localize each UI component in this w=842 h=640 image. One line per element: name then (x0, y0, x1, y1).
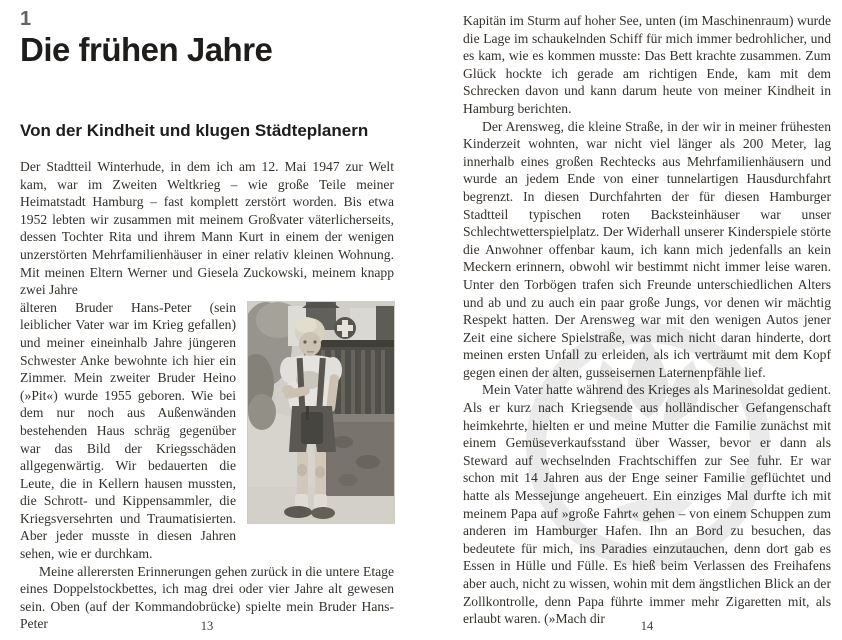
chapter-title: Die frühen Jahre (20, 31, 273, 68)
boy-photo-graphic (248, 302, 394, 523)
right-page (463, 0, 831, 640)
paragraph-wrap: älteren Bruder Hans-Peter (sein leiblicher Vater war im Krieg gefallen) und meiner eineinhalb Jahre jüngeren Schwester Anke bewohnte ich hier ein Zimmer. Mein zweiter Bruder Heino (»Pit«) wurde 1955 geboren. Wie bei dem nur noch aus Außenwänden bestehenden Haus schräg gegenüber war das Bild der Kriegsschäden allgegenwärtig. Wir bedauerten die Leute, die in Kellern hausen mussten, die Schrott- und Kippensammler, die Kriegsversehrten und Traumatisierten. Aber jeder musste in diesen Jahren sehen, wie er durchkam. (20, 299, 236, 562)
paragraph-captain: Kapitän im Sturm auf hoher See, unten (im Maschinenraum) wurde die Lage im schaukelnden Schiff für mich immer bedrohlicher, und es kam, wie es kommen musste: Das Bett krachte zusammen. Zum Glück hockte ich gerade am richtigen Ende, kam mit dem Schrecken davon und kann darum heute von meiner Kindheit in Hamburg berichten. (463, 13, 831, 116)
paragraph-intro: Der Stadtteil Winterhude, in dem ich am 12. Mai 1947 zur Welt kam, war im Zweiten Weltkrieg – wie große Teile meiner Heimatstadt Hamburg – fast komplett zerstört worden. Bis etwa 1952 lebten wir zusammen mit meinem Großvater väterlicherseits, dessen Tochter Rita und ihrem Mann Kurt in einem der wenigen unzerstörten Mehrfamilienhäuser in einer relativ kleinen Wohnung. Mit meinen Eltern Werner und Giesela Zuckowski, meinem knapp zwei Jahre (20, 159, 394, 298)
childhood-photo (248, 302, 394, 523)
section-heading: Von der Kindheit und klugen Städteplanern (20, 121, 369, 140)
page-number-right: 14 (640, 619, 654, 633)
page-number-left: 13 (200, 619, 214, 633)
chapter-number: 1 (20, 8, 32, 30)
right-page-text (463, 0, 831, 628)
paragraph-arensweg: Der Arensweg, die kleine Straße, in der wir in meiner frühesten Kinderzeit wohnten, war nicht viel länger als 200 Meter, lag innerhalb eines großen Rechtecks aus Mehrfamilienhäusern und wurde an jedem Ende von einer tunnelartigen Hausdurchfahrt begrenzt. In diesen Durchfahrten der für diesen Hamburger Stadtteil typischen roten Backsteinhäuser war unser Schlechtwetterspielplatz. Der Widerhall unserer Kinderspiele störte die Anwohner offenbar kaum, ich kann mich jedenfalls an kein Meckern erinnern, obwohl wir bestimmt nicht immer leise waren. Unter den Torbögen trafen sich Freunde unterschiedlichen Alters und ab und zu auch ein paar große Jungs, vor denen wir mächtig Respekt hatten. Der Arensweg war mit den wenigen Autos jener Zeit eine sichere Spielstraße, was mich nicht daran hinderte, dort meinen ersten Unfall zu erleiden, als ich verträumt mit dem Kopf gegen einen der alten, gusseisernen Laternenpfähle lief. (463, 118, 831, 380)
left-page (20, 0, 394, 640)
text-photo-wrap (20, 299, 394, 633)
paragraph-father: Mein Vater hatte während des Krieges als Marinesoldat gedient. Als er kurz nach Kriegsende aus holländischer Gefangenschaft heimkehrte, hielten er und meine Mutter die Familie zunächst mit einem Gemüseverkaufsstand über Wasser, bevor er dann als Steward auf wechselnden Frachtschiffen zur See fuhr. Er war schon mit 14 Jahren aus der Enge seiner Familie geflüchtet und hatte als Messejunge angeheuert. Ein einziges Mal durfte ich mit meinem Papa auf »große Fahrt« gehen – von einem Schuppen zum anderen im Hamburger Hafen. Ihn an Bord zu besuchen, das bedeutete für mich, ins Paradies einzutauchen, denn dort gab es Essen in Hülle und Fülle. Es hieß beim Verlassen des Freihafens aber auch, nicht zu wissen, wohin mit dem ängstlichen Blick an der Zollkontrolle, denn Papa führte immer mehr Zigaretten mit, als erlaubt waren. (»Mach dir (463, 382, 831, 627)
paragraph-memories: Meine allerersten Erinnerungen gehen zurück in die untere Etage eines Doppelstockbettes, ich mag drei oder vier Jahre alt gewesen sein. Oben (auf der Kommandobrücke) spielte mein Bruder Hans-Peter (20, 563, 394, 632)
